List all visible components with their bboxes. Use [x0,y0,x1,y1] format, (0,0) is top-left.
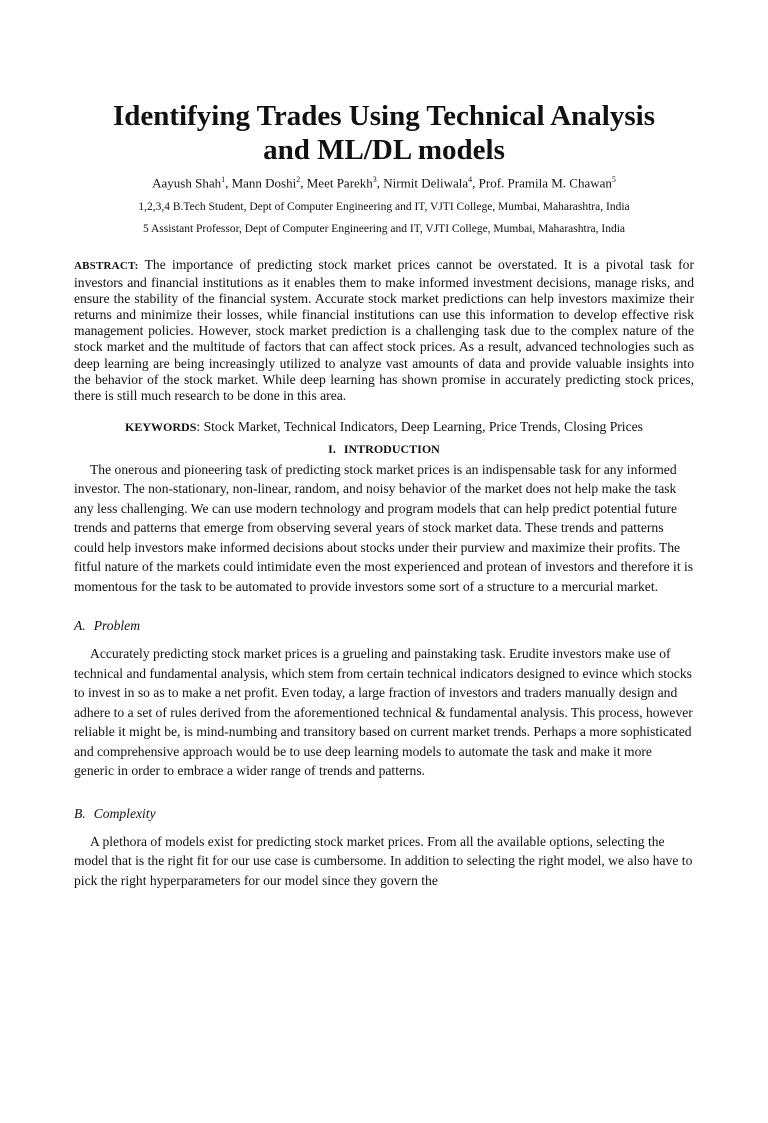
author-name: Aayush Shah [152,175,222,191]
section-number: I. [328,441,336,456]
subsection-title: Problem [93,618,141,634]
subsection-heading-complexity [74,805,694,823]
subsection-heading-problem [74,617,694,635]
keywords-label: KEYWORDS [125,419,197,434]
keywords [74,418,694,436]
keywords-text: : Stock Market, Technical Indicators, Deep Learning, Price Trends, Closing Prices [196,418,643,434]
author-name: Mann Doshi [231,175,297,191]
subsection-number: B. [74,805,86,821]
author-superscript: 3 [372,175,377,184]
affiliation-students: 1,2,3,4 B.Tech Student, Dept of Computer Engineering and IT, VJTI College, Mumbai, Maharashtra, India [138,201,630,214]
section-heading-introduction [74,442,694,457]
affiliation-professor: 5 Assistant Professor, Dept of Computer Engineering and IT, VJTI College, Mumbai, Maharashtra, India [142,223,626,236]
abstract-text: The importance of predicting stock market prices cannot be overstated. It is a pivotal task for investors and financial institutions as it enables them to make informed investment decisions, manage risks, and ensure the stability of the financial system. Accurate stock market predictions can help investors maximize their returns and minimize their losses, while financial institutions can use this information to develop effective risk management policies. However, stock market prediction is a challenging task due to the complex nature of the stock market and the multitude of factors that can affect stock prices. As a result, advanced technologies such as deep learning are being increasingly utilized to analyze vast amounts of data and provide valuable insights into the behavior of the stock market. While deep learning has shown promise in accurately predicting stock prices, there is still much research to be done in this area. [74,257,694,403]
problem-paragraph: Accurately predicting stock market prices is a grueling and painstaking task. Erudite investors make use of technical and fundamental analysis, which stem from certain technical indicators designed to evince which stocks to invest in so as to make a net profit. Even today, a large fraction of investors and traders manually design and adhere to a set of rules derived from the aforementioned technical & fundamental analysis. This process, however reliable it might be, is mind-numbing and transitory based on current market trends. Perhaps a more sophisticated and comprehensive approach would be to use deep learning models to automate the task and make it more generic in order to embrace a wider range of trends and patterns. [74,646,693,779]
author-superscript: 5 [611,175,616,184]
subsection-title: Complexity [93,805,156,821]
title-line-2: and ML/DL models [263,134,505,166]
author-list: Aayush Shah$^1$, Mann Doshi$^2$, Meet Parekh$^3$, Nirmit Deliwala$^4$, Prof. Pramila M. Chawan$^5$ [152,175,616,191]
author-superscript: 4 [468,175,473,184]
author-name: Prof. Pramila M. Chawan [478,175,612,191]
section-title: INTRODUCTION [343,441,440,456]
introduction-paragraph: The onerous and pioneering task of predicting stock market prices is an indispensable task for any informed investor. The non-stationary, non-linear, random, and noisy behavior of the market does not help make the task any less challenging. We can use modern technology and program models that can help predict potential future trends and patterns that emerge from observing several years of stock market data. These trends and patterns could help investors make informed decisions about stocks under their purview and maximize their profits. The fitful nature of the markets could intimidate even the most experienced and protean of investors and therefore it is momentous for the task to be automated to provide investors some sort of a structure to a mercurial market. [74,461,694,594]
paper-page [0,99,768,1123]
abstract-label: ABSTRACT: [74,260,139,273]
author-name: Nirmit Deliwala [383,175,469,191]
subsection-number: A. [74,618,86,634]
title-line-1: Identifying Trades Using Technical Analysis [112,100,655,132]
paper-title [74,99,694,167]
complexity-paragraph: A plethora of models exist for predicting stock market prices. From all the available options, selecting the model that is the right fit for our use case is cumbersome. In addition to selecting the right model, we also have to pick the right hyperparameters for our model since they govern the [74,833,693,888]
author-superscript: 2 [296,175,301,184]
author-superscript: 1 [221,175,226,184]
abstract [74,257,694,404]
author-name: Meet Parekh [306,175,373,191]
